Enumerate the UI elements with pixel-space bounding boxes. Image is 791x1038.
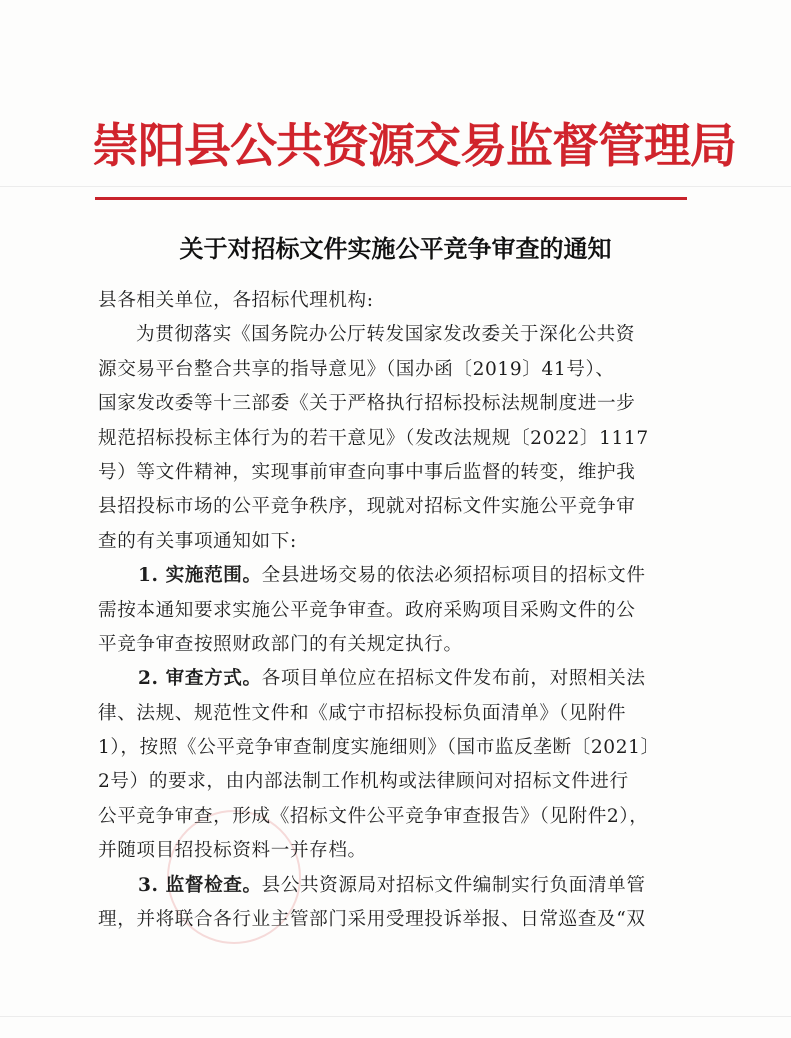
item-1-heading: 1. 实施范围。 xyxy=(138,565,262,587)
item-1-line: 平竞争审查按照财政部门的有关规定执行。 xyxy=(98,633,463,655)
paragraph-line: 源交易平台整合共享的指导意见》（国办函〔2019〕41号）、 xyxy=(98,358,615,380)
notice-title: 关于对招标文件实施公平竞争审查的通知 xyxy=(179,234,612,263)
item-2-line xyxy=(98,662,698,696)
scan-artifact-line xyxy=(0,186,791,187)
item-1-line xyxy=(98,559,698,593)
item-2-line: 2号）的要求，由内部法制工作机构或法律顾问对招标文件进行 xyxy=(98,771,629,793)
agency-header: 崇阳县公共资源交易监督管理局 xyxy=(92,119,736,174)
item-2-heading: 2. 审查方式。 xyxy=(138,668,262,690)
item-2-line: 律、法规、规范性文件和《咸宁市招标投标负面清单》（见附件 xyxy=(98,702,627,724)
item-2-line: 并随项目招投标资料一并存档。 xyxy=(98,840,367,862)
item-3-heading: 3. 监督检查。 xyxy=(138,874,262,896)
salutation: 县各相关单位，各招标代理机构: xyxy=(98,290,374,311)
item-2-line: 1），按照《公平竞争审查制度实施细则》（国市监反垄断〔2021〕 xyxy=(98,737,660,759)
notice-body xyxy=(98,284,698,937)
paragraph-line: 国家发改委等十三部委《关于严格执行招标投标法规制度进一步 xyxy=(98,393,636,415)
paragraph-line: 号）等文件精神，实现事前审查向事中事后监督的转变，维护我 xyxy=(98,461,636,483)
paragraph-line: 查的有关事项通知如下: xyxy=(98,530,297,552)
item-3-line: 理，并将联合各行业主管部门采用受理投诉举报、日常巡查及“双 xyxy=(98,909,646,931)
item-3-line xyxy=(98,869,698,903)
item-2-line: 公平竞争审查，形成《招标文件公平竞争审查报告》（见附件2）， xyxy=(98,805,649,827)
item-2-text: 各项目单位应在招标文件发布前，对照相关法 xyxy=(261,668,646,690)
paragraph-line: 规范招标投标主体行为的若干意见》（发改法规规〔2022〕1117 xyxy=(98,427,649,449)
item-1-text: 全县进场交易的依法必须招标项目的招标文件 xyxy=(261,565,646,587)
scan-artifact-line xyxy=(0,1016,791,1017)
item-1-line: 需按本通知要求实施公平竞争审查。政府采购项目采购文件的公 xyxy=(98,599,636,621)
paragraph-line: 县招投标市场的公平竞争秩序，现就对招标文件实施公平竞争审 xyxy=(98,496,636,518)
red-divider-rule xyxy=(95,197,687,200)
paragraph-line: 为贯彻落实《国务院办公厅转发国家发改委关于深化公共资 xyxy=(136,324,636,346)
item-3-text: 县公共资源局对招标文件编制实行负面清单管 xyxy=(261,874,646,896)
